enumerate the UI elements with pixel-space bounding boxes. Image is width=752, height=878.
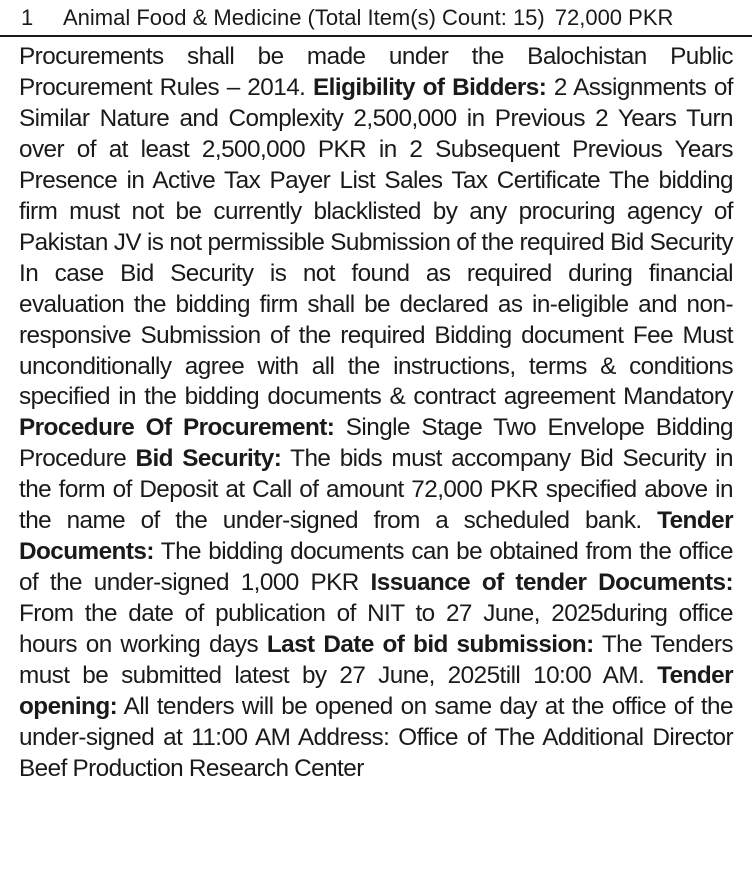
procedure-heading: Procedure Of Procurement: <box>19 414 335 442</box>
eligibility-text: 2 Assignments of Similar Nature and Complexity 2,500,000 in Previous 2 Years Turn over of at least 2,500,000 PKR in 2 Subsequent Previous Years Presence in Active Tax Payer List Sales Tax Certificate The bidding firm must not be currently blacklisted by any procuring agency of Pakistan JV is not permissible Submission of the required Bid Security In case Bid Security is not found as required during financial evaluation the bidding firm shall be declared as in-eligible and non-responsive Submission of the required Bidding document Fee Must unconditionally agree with all the instructions, terms & conditions specified in the bidding documents & contract agreement Mandatory <box>19 73 734 411</box>
procedure-text: Single Stage Two Envelope Bidding Procedure <box>19 414 733 473</box>
bid-security-text: The bids must accompany Bid Security in the form of Deposit at Call of amount 72,000 PKR specified above in the name of the under-signed from a scheduled bank. <box>19 445 734 535</box>
issuance-heading: Issuance of tender Documents: <box>370 569 733 597</box>
item-header-row <box>0 0 752 37</box>
eligibility-heading: Eligibility of Bidders: <box>313 73 547 101</box>
item-number: 1 <box>21 4 34 30</box>
issuance-text: From the date of publication of NIT to 27 June, 2025during office hours on working days <box>19 600 733 659</box>
tender-opening-text: All tenders will be opened on same day at the office of the under-signed at 11:00 AM Address: Office of The Additional Director Beef Production Research Center <box>19 693 733 782</box>
tender-documents-heading: Tender Documents: <box>19 507 733 566</box>
tender-documents-text: The bidding documents can be obtained from the office of the under-signed 1,000 PKR <box>19 538 733 597</box>
intro-text: Procurements shall be made under the Balochistan Public Procurement Rules – 2014. <box>19 43 733 101</box>
bid-security-heading: Bid Security: <box>135 445 282 473</box>
tender-opening-heading: Tender opening: <box>19 662 733 721</box>
tender-notice-text <box>19 42 733 785</box>
item-price: 72,000 PKR <box>554 4 674 30</box>
item-description: Animal Food & Medicine (Total Item(s) Count: 15) <box>63 4 545 30</box>
last-date-text: The Tenders must be submitted latest by 27 June, 2025till 10:00 AM. <box>19 631 733 690</box>
last-date-heading: Last Date of bid submission: <box>266 631 594 659</box>
